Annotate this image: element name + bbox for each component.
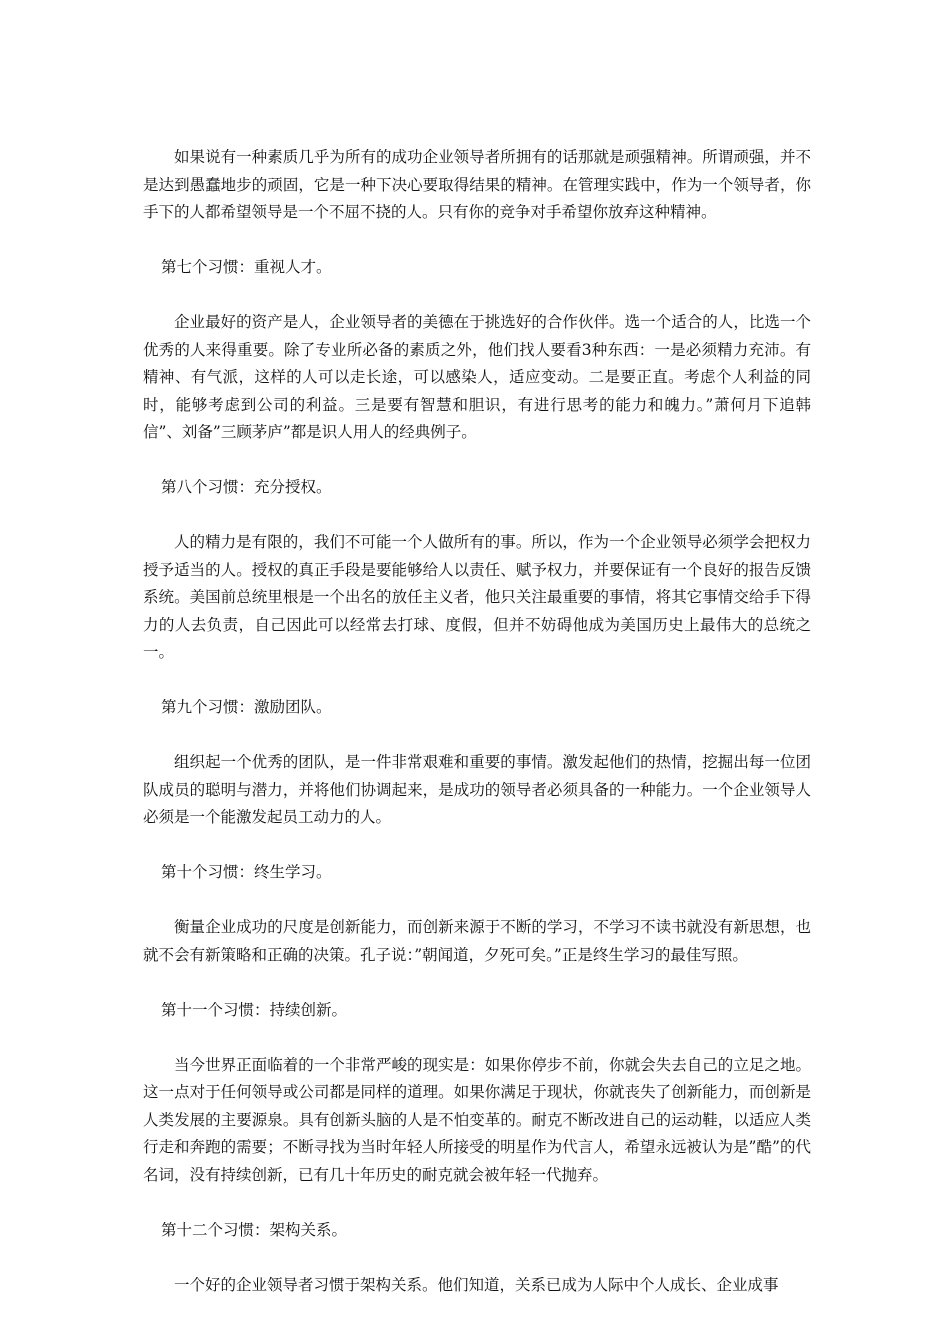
heading-habit-10: 第十个习惯：终生学习。 xyxy=(161,863,332,881)
document-body xyxy=(143,144,811,1327)
heading-habit-12: 第十二个习惯：架构关系。 xyxy=(161,1220,348,1239)
heading-habit-7: 第七个习惯：重视人才。 xyxy=(161,258,332,276)
paragraph-team: 组织起一个优秀的团队，是一件非常艰难和重要的事情。激发起他们的热情，挖掘出每一位团队成员的聪明与潜力，并将他们协调起来，是成功的领导者必须具备的一种能力。一个企业领导人必须是一个能激发起员工动力的人。 xyxy=(143,753,811,826)
paragraph-innovation: 当今世界正面临着的一个非常严峻的现实是：如果你停步不前，你就会失去自己的立足之地。这一点对于任何领导或公司都是同样的道理。如果你满足于现状，你就丧失了创新能力，而创新是人类发展的主要源泉。具有创新头脑的人是不怕变革的。耐克不断改进自己的运动鞋，以适应人类行走和奔跑的需要；不断寻找为当时年轻人所接受的明星作为代言人，希望永远被认为是”酷”的代名词，没有持续创新，已有几十年历史的耐克就会被年轻一代抛弃。 xyxy=(143,1055,811,1184)
paragraph-talent: 企业最好的资产是人，企业领导者的美德在于挑选好的合作伙伴。选一个适合的人，比选一个优秀的人来得重要。除了专业所必备的素质之外，他们找人要看3种东西：一是必须精力充沛。有精神、有气派，这样的人可以走长途，可以感染人，适应变动。二是要正直。考虑个人利益的同时，能够考虑到公司的利益。三是要有智慧和胆识，有进行思考的能力和魄力。”萧何月下追韩信”、刘备”三顾茅庐”都是识人用人的经典例子。 xyxy=(143,313,811,441)
paragraph-learning: 衡量企业成功的尺度是创新能力，而创新来源于不断的学习，不学习不读书就没有新思想，也就不会有新策略和正确的决策。孔子说：”朝闻道，夕死可矣。”正是终生学习的最佳写照。 xyxy=(143,918,811,964)
heading-habit-9: 第九个习惯：激励团队。 xyxy=(161,698,332,716)
heading-habit-8: 第八个习惯：充分授权。 xyxy=(161,478,332,496)
paragraph-tenacity: 如果说有一种素质几乎为所有的成功企业领导者所拥有的话那就是顽强精神。所谓顽强，并不是达到愚蠢地步的顽固，它是一种下决心要取得结果的精神。在管理实践中，作为一个领导者，你手下的人都希望领导是一个不屈不挠的人。只有你的竞争对手希望你放弃这种精神。 xyxy=(143,148,811,221)
heading-habit-11: 第十一个习惯：持续创新。 xyxy=(161,1000,348,1019)
paragraph-delegation: 人的精力是有限的，我们不可能一个人做所有的事。所以，作为一个企业领导必须学会把权力授予适当的人。授权的真正手段是要能够给人以责任、赋予权力，并要保证有一个良好的报告反馈系统。美国前总统里根是一个出名的放任主义者，他只关注最重要的事情，将其它事情交给手下得力的人去负责，自己因此可以经常去打球、度假，但并不妨碍他成为美国历史上最伟大的总统之一。 xyxy=(143,533,811,661)
paragraph-relationships: 一个好的企业领导者习惯于架构关系。他们知道，关系已成为人际中个人成长、企业成事 xyxy=(174,1275,779,1294)
